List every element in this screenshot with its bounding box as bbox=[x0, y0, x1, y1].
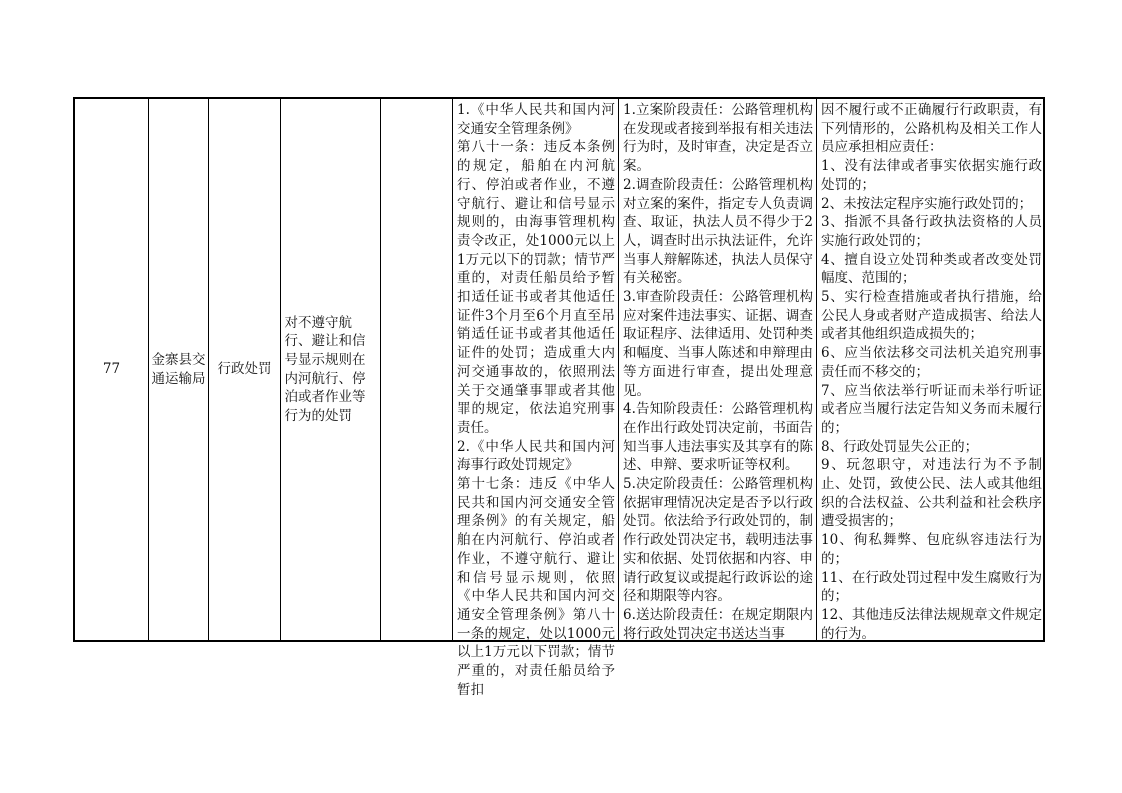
accountability-paragraph: 8、行政处罚显失公正的； bbox=[821, 438, 979, 455]
basis-paragraph: 2.《中华人民共和国内河海事行政处罚规定》 bbox=[457, 438, 615, 474]
responsibility-paragraph: 6.送达阶段责任：在规定期限内将行政处罚决定书送达当事 bbox=[623, 606, 813, 642]
responsibility-text bbox=[619, 99, 816, 643]
legal-basis-text bbox=[453, 99, 618, 700]
accountability-paragraph: 12、其他违反法律法规规章文件规定的行为。 bbox=[821, 606, 1042, 642]
accountability-paragraph: 2、未按法定程序实施行政处罚的； bbox=[821, 195, 1033, 212]
power-item-name: 对不遵守航行、避让和信号显示规则在内河航行、停泊或者作业等行为的处罚 bbox=[284, 314, 366, 424]
power-list-table bbox=[73, 97, 1045, 698]
basis-paragraph: 第八十一条：违反本条例的规定，船舶在内河航行、停泊或者作业，不遵守航行、避让和信号显示规则的，由海事管理机构责令改正，处1000元以上1万元以下的罚款；情节严重的，对责任船员给予暂扣适任证书或者其他适任证件3个月至6个月直至吊销适任证书或者其他适任证件的处罚；造成重大内河交通事故的，依照刑法关于交通肇事罪或者其他罪的规定，依法追究刑事责任。 bbox=[457, 139, 615, 436]
accountability-paragraph: 11、在行政处罚过程中发生腐败行为的； bbox=[821, 569, 1042, 605]
sub-item-cell bbox=[380, 99, 452, 640]
item-name-cell bbox=[280, 99, 380, 640]
row-number: 77 bbox=[102, 361, 121, 378]
accountability-paragraph: 10、徇私舞弊、包庇纵容违法行为的； bbox=[821, 532, 1042, 567]
responsibility-paragraph: 2.调查阶段责任：公路管理机构对立案的案件，指定专人负责调查、取证，执法人员不得少于2人，调查时出示执法证件，允许当事人辩解陈述，执法人员保守有关秘密。 bbox=[623, 176, 813, 287]
accountability-paragraph: 因不履行或不正确履行行政职责，有下列情形的，公路机构及相关工作人员应承担相应责任： bbox=[821, 102, 1042, 156]
category-cell bbox=[208, 99, 280, 640]
responsibility-paragraph: 4.告知阶段责任：公路管理机构在作出行政处罚决定前，书面告知当事人违法事实及其享有的陈述、申辩、要求听证等权利。 bbox=[623, 401, 813, 474]
accountability-paragraph: 9、玩忽职守，对违法行为不予制止、处罚，致使公民、法人或其他组织的合法权益、公共利益和社会秩序遭受损害的； bbox=[821, 457, 1042, 530]
legal-basis-cell bbox=[452, 99, 618, 698]
department-name: 金寨县交通运输局 bbox=[151, 351, 206, 387]
responsibility-paragraph: 3.审查阶段责任：公路管理机构应对案件违法事实、证据、调查取证程序、法律适用、处罚种类和幅度、当事人陈述和申辩理由等方面进行审查，提出处理意见。 bbox=[623, 289, 813, 399]
accountability-paragraph: 3、指派不具备行政执法资格的人员实施行政处罚的； bbox=[821, 214, 1042, 249]
department-cell bbox=[148, 99, 208, 640]
accountability-paragraph: 4、擅自设立处罚种类或者改变处罚幅度、范围的； bbox=[821, 251, 1042, 287]
basis-paragraph: 1.《中华人民共和国内河交通安全管理条例》 bbox=[457, 102, 615, 137]
responsibility-paragraph: 1.立案阶段责任：公路管理机构在发现或者接到举报有相关违法行为时，及时审查，决定是否立案。 bbox=[623, 102, 813, 175]
accountability-paragraph: 7、应当依法举行听证而未举行听证或者应当履行法定告知义务而未履行的； bbox=[821, 382, 1042, 436]
accountability-paragraph: 1、没有法律或者事实依据实施行政处罚的； bbox=[821, 158, 1042, 193]
basis-paragraph: 第十七条：违反《中华人民共和国内河交通安全管理条例》的有关规定，船舶在内河航行、停泊或者作业，不遵守航行、避让和信号显示规则，依照《中华人民共和国内河交通安全管理条例》第八十一条的规定，处以1000元以上1万元以下罚款；情节严重的，对责任船员给予暂扣 bbox=[457, 476, 615, 698]
responsibility-cell bbox=[618, 99, 816, 640]
row-number-cell bbox=[75, 99, 148, 640]
power-category: 行政处罚 bbox=[217, 361, 272, 378]
accountability-paragraph: 6、应当依法移交司法机关追究刑事责任而不移交的； bbox=[821, 345, 1042, 380]
responsibility-paragraph: 5.决定阶段责任：公路管理机构依据审理情况决定是否予以行政处罚。依法给予行政处罚的，制作行政处罚决定书，载明违法事实和依据、处罚依据和内容、申请行政复议或提起行政诉讼的途径和期限等内容。 bbox=[623, 476, 813, 605]
accountability-paragraph: 5、实行检查措施或者执行措施，给公民人身或者财产造成损害、给法人或者其他组织造成损失的； bbox=[821, 289, 1042, 343]
accountability-cell bbox=[816, 99, 1045, 640]
accountability-text bbox=[817, 99, 1045, 643]
